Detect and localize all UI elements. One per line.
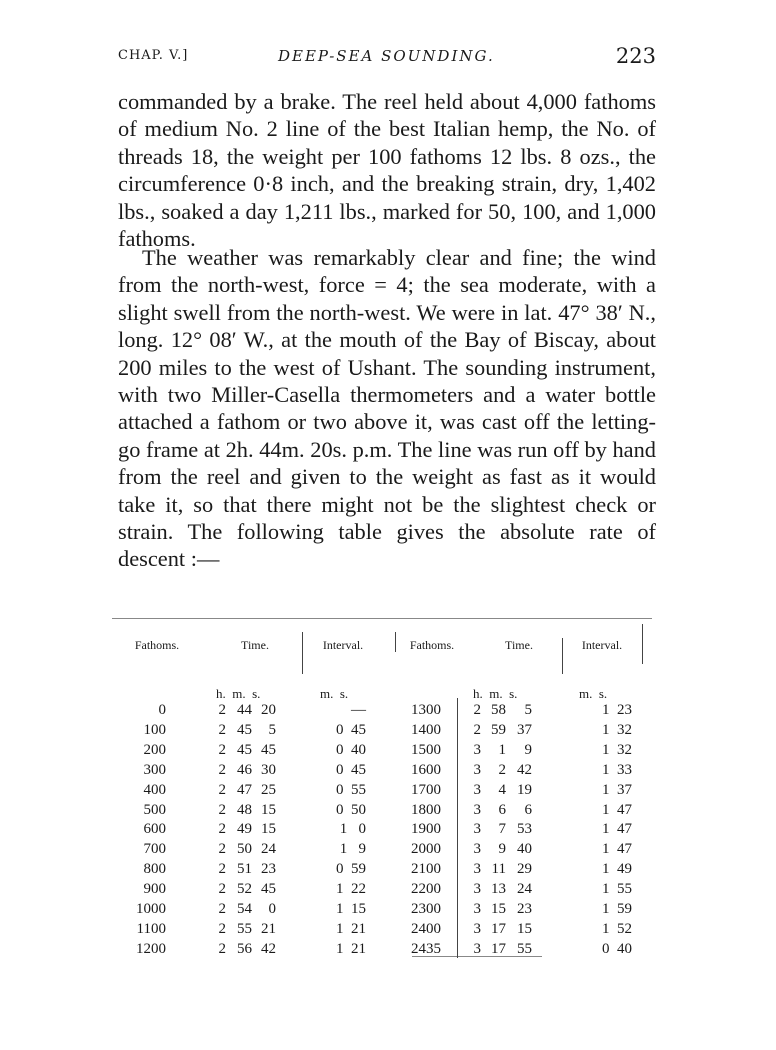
interval-cell-right: 1 37 bbox=[602, 781, 632, 798]
interval-cell-right: 1 32 bbox=[602, 721, 632, 738]
fathoms-cell-right: 2000 bbox=[411, 841, 441, 858]
fathoms-cell-left: 100 bbox=[143, 721, 166, 738]
time-minutes-cell-left: 45 bbox=[237, 741, 252, 758]
fathoms-cell-right: 1700 bbox=[411, 781, 441, 798]
time-minutes-cell-left: 49 bbox=[237, 821, 252, 838]
paragraph-1: commanded by a brake. The reel held about 4,000 fathoms of medium No. 2 line of the best Italian hemp, the No. of threads 18, the weight per 100 fathoms 12 lbs. 8 ozs., the circumference 0·8 inch, and the breaking strain, dry, 1,402 lbs., soaked a day 1,211 lbs., marked for 50, 100, and 1,000 fathoms. bbox=[118, 89, 656, 252]
header-interval-right: Interval. bbox=[581, 638, 623, 652]
fathoms-cell-left: 900 bbox=[143, 881, 166, 898]
units-interval-right: m. s. bbox=[579, 686, 608, 701]
interval-cell-left: 0 40 bbox=[336, 741, 366, 758]
units-time-right: h. m. s. bbox=[473, 686, 518, 701]
time-minutes-cell-right: 59 bbox=[491, 721, 506, 738]
fathoms-cell-right: 1600 bbox=[411, 761, 441, 778]
time-hours-cell-left: 2 bbox=[218, 881, 226, 898]
header-time-right: Time. bbox=[505, 638, 533, 652]
fathoms-cell-right: 2300 bbox=[411, 901, 441, 917]
descent-rate-table bbox=[112, 618, 652, 957]
interval-cell-left: 0 59 bbox=[336, 861, 366, 878]
time-minutes-cell-right: 9 bbox=[498, 841, 506, 858]
fathoms-cell-right: 2200 bbox=[411, 881, 441, 898]
time-minutes-cell-right: 1 bbox=[498, 741, 506, 758]
fathoms-cell-left: 300 bbox=[143, 761, 166, 778]
time-minutes-cell-right: 6 bbox=[498, 801, 506, 818]
fathoms-cell-left: 500 bbox=[143, 801, 166, 818]
header-fathoms-right: Fathoms. bbox=[409, 638, 455, 652]
interval-cell-left: 1 15 bbox=[336, 901, 366, 917]
time-seconds-cell-right: 9 bbox=[524, 741, 532, 758]
interval-cell-left: 1 9 bbox=[339, 841, 366, 858]
time-hours-cell-right: 3 bbox=[473, 741, 481, 758]
header-interval-left: Interval. bbox=[322, 638, 364, 652]
table-top-rule bbox=[112, 618, 652, 619]
time-hours-cell-right: 3 bbox=[473, 861, 481, 878]
time-hours-cell-right: 3 bbox=[473, 821, 481, 838]
time-seconds-cell-left: 25 bbox=[261, 781, 276, 798]
time-hours-cell-left: 2 bbox=[218, 801, 226, 818]
interval-cell-right: 1 33 bbox=[602, 761, 632, 778]
fathoms-cell-right: 2400 bbox=[411, 920, 441, 937]
time-seconds-cell-right: 23 bbox=[517, 901, 532, 917]
fathoms-cell-right: 1400 bbox=[411, 721, 441, 738]
time-hours-cell-left: 2 bbox=[218, 940, 226, 957]
time-minutes-cell-left: 54 bbox=[237, 901, 252, 917]
time-seconds-cell-left: 30 bbox=[261, 761, 276, 778]
interval-cell-right: 0 40 bbox=[602, 940, 632, 957]
fathoms-cell-left: 200 bbox=[143, 741, 166, 758]
interval-cell-right: 1 47 bbox=[602, 801, 632, 818]
time-hours-cell-left: 2 bbox=[218, 841, 226, 858]
time-hours-cell-left: 2 bbox=[218, 702, 226, 718]
fathoms-cell-right: 2435 bbox=[411, 940, 441, 957]
time-seconds-cell-left: 5 bbox=[268, 721, 276, 738]
time-seconds-cell-right: 40 bbox=[517, 841, 532, 858]
time-minutes-cell-right: 15 bbox=[491, 901, 506, 917]
time-minutes-cell-left: 56 bbox=[237, 940, 252, 957]
interval-cell-left: 0 45 bbox=[336, 721, 366, 738]
time-seconds-cell-left: 42 bbox=[261, 940, 276, 957]
time-seconds-cell-right: 19 bbox=[517, 781, 532, 798]
fathoms-cell-right: 1800 bbox=[411, 801, 441, 818]
time-minutes-cell-right: 7 bbox=[498, 821, 506, 838]
interval-cell-left: 1 21 bbox=[336, 920, 366, 937]
interval-cell-left: 0 45 bbox=[336, 761, 366, 778]
time-hours-cell-right: 3 bbox=[473, 920, 481, 937]
fathoms-cell-right: 1900 bbox=[411, 821, 441, 838]
time-seconds-cell-left: 15 bbox=[261, 821, 276, 838]
time-hours-cell-left: 2 bbox=[218, 920, 226, 937]
interval-cell-left: 0 55 bbox=[336, 781, 366, 798]
time-seconds-cell-left: 45 bbox=[261, 741, 276, 758]
time-seconds-cell-left: 0 bbox=[268, 901, 276, 917]
time-hours-cell-left: 2 bbox=[218, 901, 226, 917]
column-rule bbox=[395, 632, 396, 652]
units-interval-left: m. s. bbox=[320, 686, 349, 701]
fathoms-cell-right: 1500 bbox=[411, 741, 441, 758]
time-seconds-cell-right: 55 bbox=[517, 940, 532, 957]
interval-cell-right: 1 52 bbox=[602, 920, 632, 937]
time-hours-cell-left: 2 bbox=[218, 861, 226, 878]
time-seconds-cell-right: 5 bbox=[524, 702, 532, 718]
interval-cell-right: 1 55 bbox=[602, 881, 632, 898]
fathoms-cell-left: 0 bbox=[158, 702, 166, 718]
time-minutes-cell-left: 45 bbox=[237, 721, 252, 738]
time-minutes-cell-left: 55 bbox=[237, 920, 252, 937]
time-hours-cell-left: 2 bbox=[218, 741, 226, 758]
time-seconds-cell-left: 15 bbox=[261, 801, 276, 818]
fathoms-cell-left: 400 bbox=[143, 781, 166, 798]
time-hours-cell-right: 2 bbox=[473, 721, 481, 738]
running-head bbox=[118, 44, 656, 74]
time-minutes-cell-right: 17 bbox=[491, 920, 506, 937]
time-minutes-cell-left: 44 bbox=[237, 702, 252, 718]
chapter-label: CHAP. V.] bbox=[118, 48, 189, 63]
fathoms-cell-left: 600 bbox=[143, 821, 166, 838]
paragraph-2: The weather was remarkably clear and fine; the wind from the north-west, force = 4; the sea moderate, with a slight swell from the north-west. We were in lat. 47° 38′ N., long. 12° 08′ W., at the mouth of the Bay of Biscay, about 200 miles to the west of Ushant. The sounding instrument, with two Miller-Casella thermometers and a water bottle attached a fathom or two above it, was cast off the letting-go frame at 2h. 44m. 20s. p.m. The line was run off by hand from the reel and given to the weight as fast as it would take it, so that there might not be the slightest check or strain. The following table gives the absolute rate of descent :— bbox=[118, 245, 656, 572]
interval-cell-right: 1 49 bbox=[602, 861, 632, 878]
time-hours-cell-left: 2 bbox=[218, 761, 226, 778]
time-minutes-cell-left: 52 bbox=[237, 881, 252, 898]
time-minutes-cell-right: 13 bbox=[491, 881, 506, 898]
time-seconds-cell-right: 53 bbox=[517, 821, 532, 838]
header-time-left: Time. bbox=[241, 638, 269, 652]
interval-cell-right: 1 47 bbox=[602, 821, 632, 838]
time-hours-cell-right: 3 bbox=[473, 881, 481, 898]
time-seconds-cell-left: 24 bbox=[261, 841, 276, 858]
time-hours-cell-right: 3 bbox=[473, 841, 481, 858]
running-title: DEEP-SEA SOUNDING. bbox=[278, 47, 495, 65]
fathoms-cell-left: 800 bbox=[143, 861, 166, 878]
fathoms-cell-left: 1000 bbox=[136, 901, 166, 917]
time-hours-cell-right: 3 bbox=[473, 761, 481, 778]
units-time-left: h. m. s. bbox=[216, 686, 261, 701]
time-seconds-cell-left: 45 bbox=[261, 881, 276, 898]
time-seconds-cell-right: 15 bbox=[517, 920, 532, 937]
interval-cell-right: 1 59 bbox=[602, 901, 632, 917]
time-seconds-cell-left: 20 bbox=[261, 702, 276, 718]
time-seconds-cell-right: 37 bbox=[517, 721, 532, 738]
time-hours-cell-right: 3 bbox=[473, 781, 481, 798]
time-seconds-cell-right: 42 bbox=[517, 761, 532, 778]
column-rule bbox=[642, 624, 643, 664]
interval-cell-left: 1 21 bbox=[336, 940, 366, 957]
time-minutes-cell-left: 51 bbox=[237, 861, 252, 878]
time-minutes-cell-left: 50 bbox=[237, 841, 252, 858]
time-hours-cell-left: 2 bbox=[218, 821, 226, 838]
time-seconds-cell-left: 23 bbox=[261, 861, 276, 878]
time-seconds-cell-right: 24 bbox=[517, 881, 532, 898]
time-seconds-cell-right: 29 bbox=[517, 861, 532, 878]
interval-cell-left: — bbox=[351, 702, 366, 718]
column-rule bbox=[457, 698, 458, 958]
fathoms-cell-right: 2100 bbox=[411, 861, 441, 878]
time-hours-cell-right: 3 bbox=[473, 940, 481, 957]
time-minutes-cell-right: 2 bbox=[498, 761, 506, 778]
fathoms-cell-left: 1200 bbox=[136, 940, 166, 957]
time-minutes-cell-right: 58 bbox=[491, 702, 506, 718]
column-rule bbox=[302, 632, 303, 674]
interval-cell-left: 0 50 bbox=[336, 801, 366, 818]
fathoms-cell-right: 1300 bbox=[411, 702, 441, 718]
interval-cell-left: 1 22 bbox=[336, 881, 366, 898]
interval-cell-right: 1 32 bbox=[602, 741, 632, 758]
time-minutes-cell-right: 4 bbox=[498, 781, 506, 798]
time-hours-cell-left: 2 bbox=[218, 721, 226, 738]
time-minutes-cell-right: 17 bbox=[491, 940, 506, 957]
time-seconds-cell-left: 21 bbox=[261, 920, 276, 937]
interval-cell-right: 1 23 bbox=[602, 702, 632, 718]
time-minutes-cell-left: 46 bbox=[237, 761, 252, 778]
time-minutes-cell-right: 11 bbox=[491, 861, 506, 878]
interval-cell-left: 1 0 bbox=[339, 821, 366, 838]
header-fathoms-left: Fathoms. bbox=[134, 638, 180, 652]
time-hours-cell-left: 2 bbox=[218, 781, 226, 798]
interval-cell-right: 1 47 bbox=[602, 841, 632, 858]
time-minutes-cell-left: 48 bbox=[237, 801, 252, 818]
fathoms-cell-left: 700 bbox=[143, 841, 166, 858]
column-rule bbox=[562, 638, 563, 674]
fathoms-cell-left: 1100 bbox=[136, 920, 166, 937]
time-hours-cell-right: 3 bbox=[473, 801, 481, 818]
time-hours-cell-right: 2 bbox=[473, 702, 481, 718]
time-minutes-cell-left: 47 bbox=[237, 781, 252, 798]
time-seconds-cell-right: 6 bbox=[524, 801, 532, 818]
time-hours-cell-right: 3 bbox=[473, 901, 481, 917]
page-number: 223 bbox=[615, 44, 656, 68]
